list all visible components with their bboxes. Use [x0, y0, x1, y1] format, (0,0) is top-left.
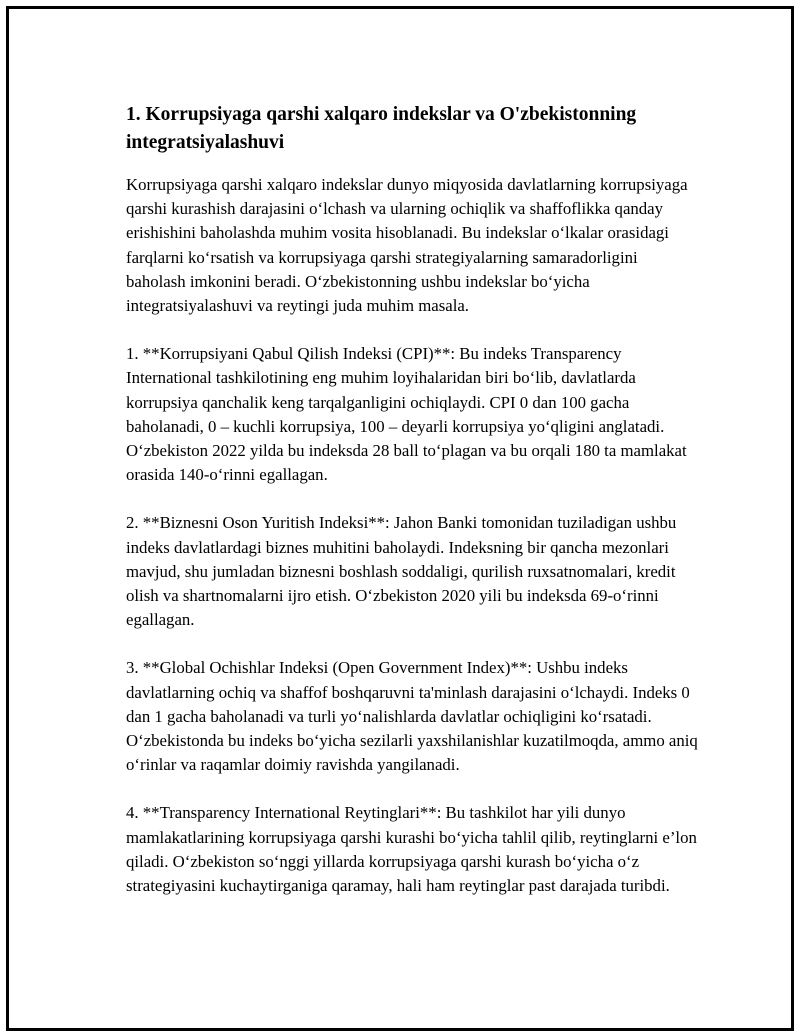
page-frame: [6, 6, 794, 1031]
section-heading: 1. Korrupsiyaga qarshi xalqaro indekslar va O'zbekistonning integratsiyalashuvi: [126, 104, 637, 153]
doing-business-paragraph: 2. **Biznesni Oson Yuritish Indeksi**: Jahon Banki tomonidan tuziladigan ushbu indeks davlatlardagi biznes muhitini baholaydi. Indeksning bir qancha mezonlari mavjud, shu jumladan biznesni boshlash soddaligi, qurilish ruxsatnomalari, kredit olish va shartnomalarni ijro etish. Oʻzbekiston 2020 yili bu indeksda 69-oʻrinni egallagan.: [126, 513, 677, 630]
open-government-paragraph: 3. **Global Ochishlar Indeksi (Open Government Index)**: Ushbu indeks davlatlarning ochiq va shaffof boshqaruvni ta'minlash darajasini oʻlchaydi. Indeks 0 dan 1 gacha baholanadi va turli yoʻnalishlarda davlatlar ochiqligini koʻrsatadi. Oʻzbekistonda bu indeks boʻyicha sezilarli yaxshilanishlar kuzatilmoqda, ammo aniq oʻrinlar va raqamlar doimiy ravishda yangilanadi.: [126, 658, 698, 775]
document-body: [126, 101, 698, 922]
cpi-paragraph: 1. **Korrupsiyani Qabul Qilish Indeksi (CPI)**: Bu indeks Transparency International tashkilotining eng muhim loyihalaridan biri boʻlib, davlatlarda korrupsiya qanchalik keng tarqalganligini ochiqlaydi. CPI 0 dan 100 gacha baholanadi, 0 – kuchli korrupsiya, 100 – deyarli korrupsiya yoʻqligini anglatadi. Oʻzbekiston 2022 yilda bu indeksda 28 ball toʻplagan va bu orqali 180 ta mamlakat orasida 140-oʻrinni egallagan.: [126, 344, 687, 485]
transparency-ratings-paragraph: 4. **Transparency International Reytinglari**: Bu tashkilot har yili dunyo mamlakatlarining korrupsiyaga qarshi kurashi boʻyicha tahlil qilib, reytinglarni e’lon qiladi. Oʻzbekiston soʻnggi yillarda korrupsiyaga qarshi kurash boʻyicha oʻz strategiyasini kuchaytirganiga qaramay, hali ham reytinglar past darajada turibdi.: [126, 803, 697, 896]
intro-paragraph: Korrupsiyaga qarshi xalqaro indekslar dunyo miqyosida davlatlarning korrupsiyaga qarshi kurashish darajasini oʻlchash va ularning ochiqlik va shaffoflikka qanday erishishini baholashda muhim vosita hisoblanadi. Bu indekslar oʻlkalar orasidagi farqlarni koʻrsatish va korrupsiyaga qarshi strategiyalarning samaradorligini baholash imkonini beradi. Oʻzbekistonning ushbu indekslar boʻyicha integratsiyalashuvi va reytingi juda muhim masala.: [126, 175, 688, 316]
